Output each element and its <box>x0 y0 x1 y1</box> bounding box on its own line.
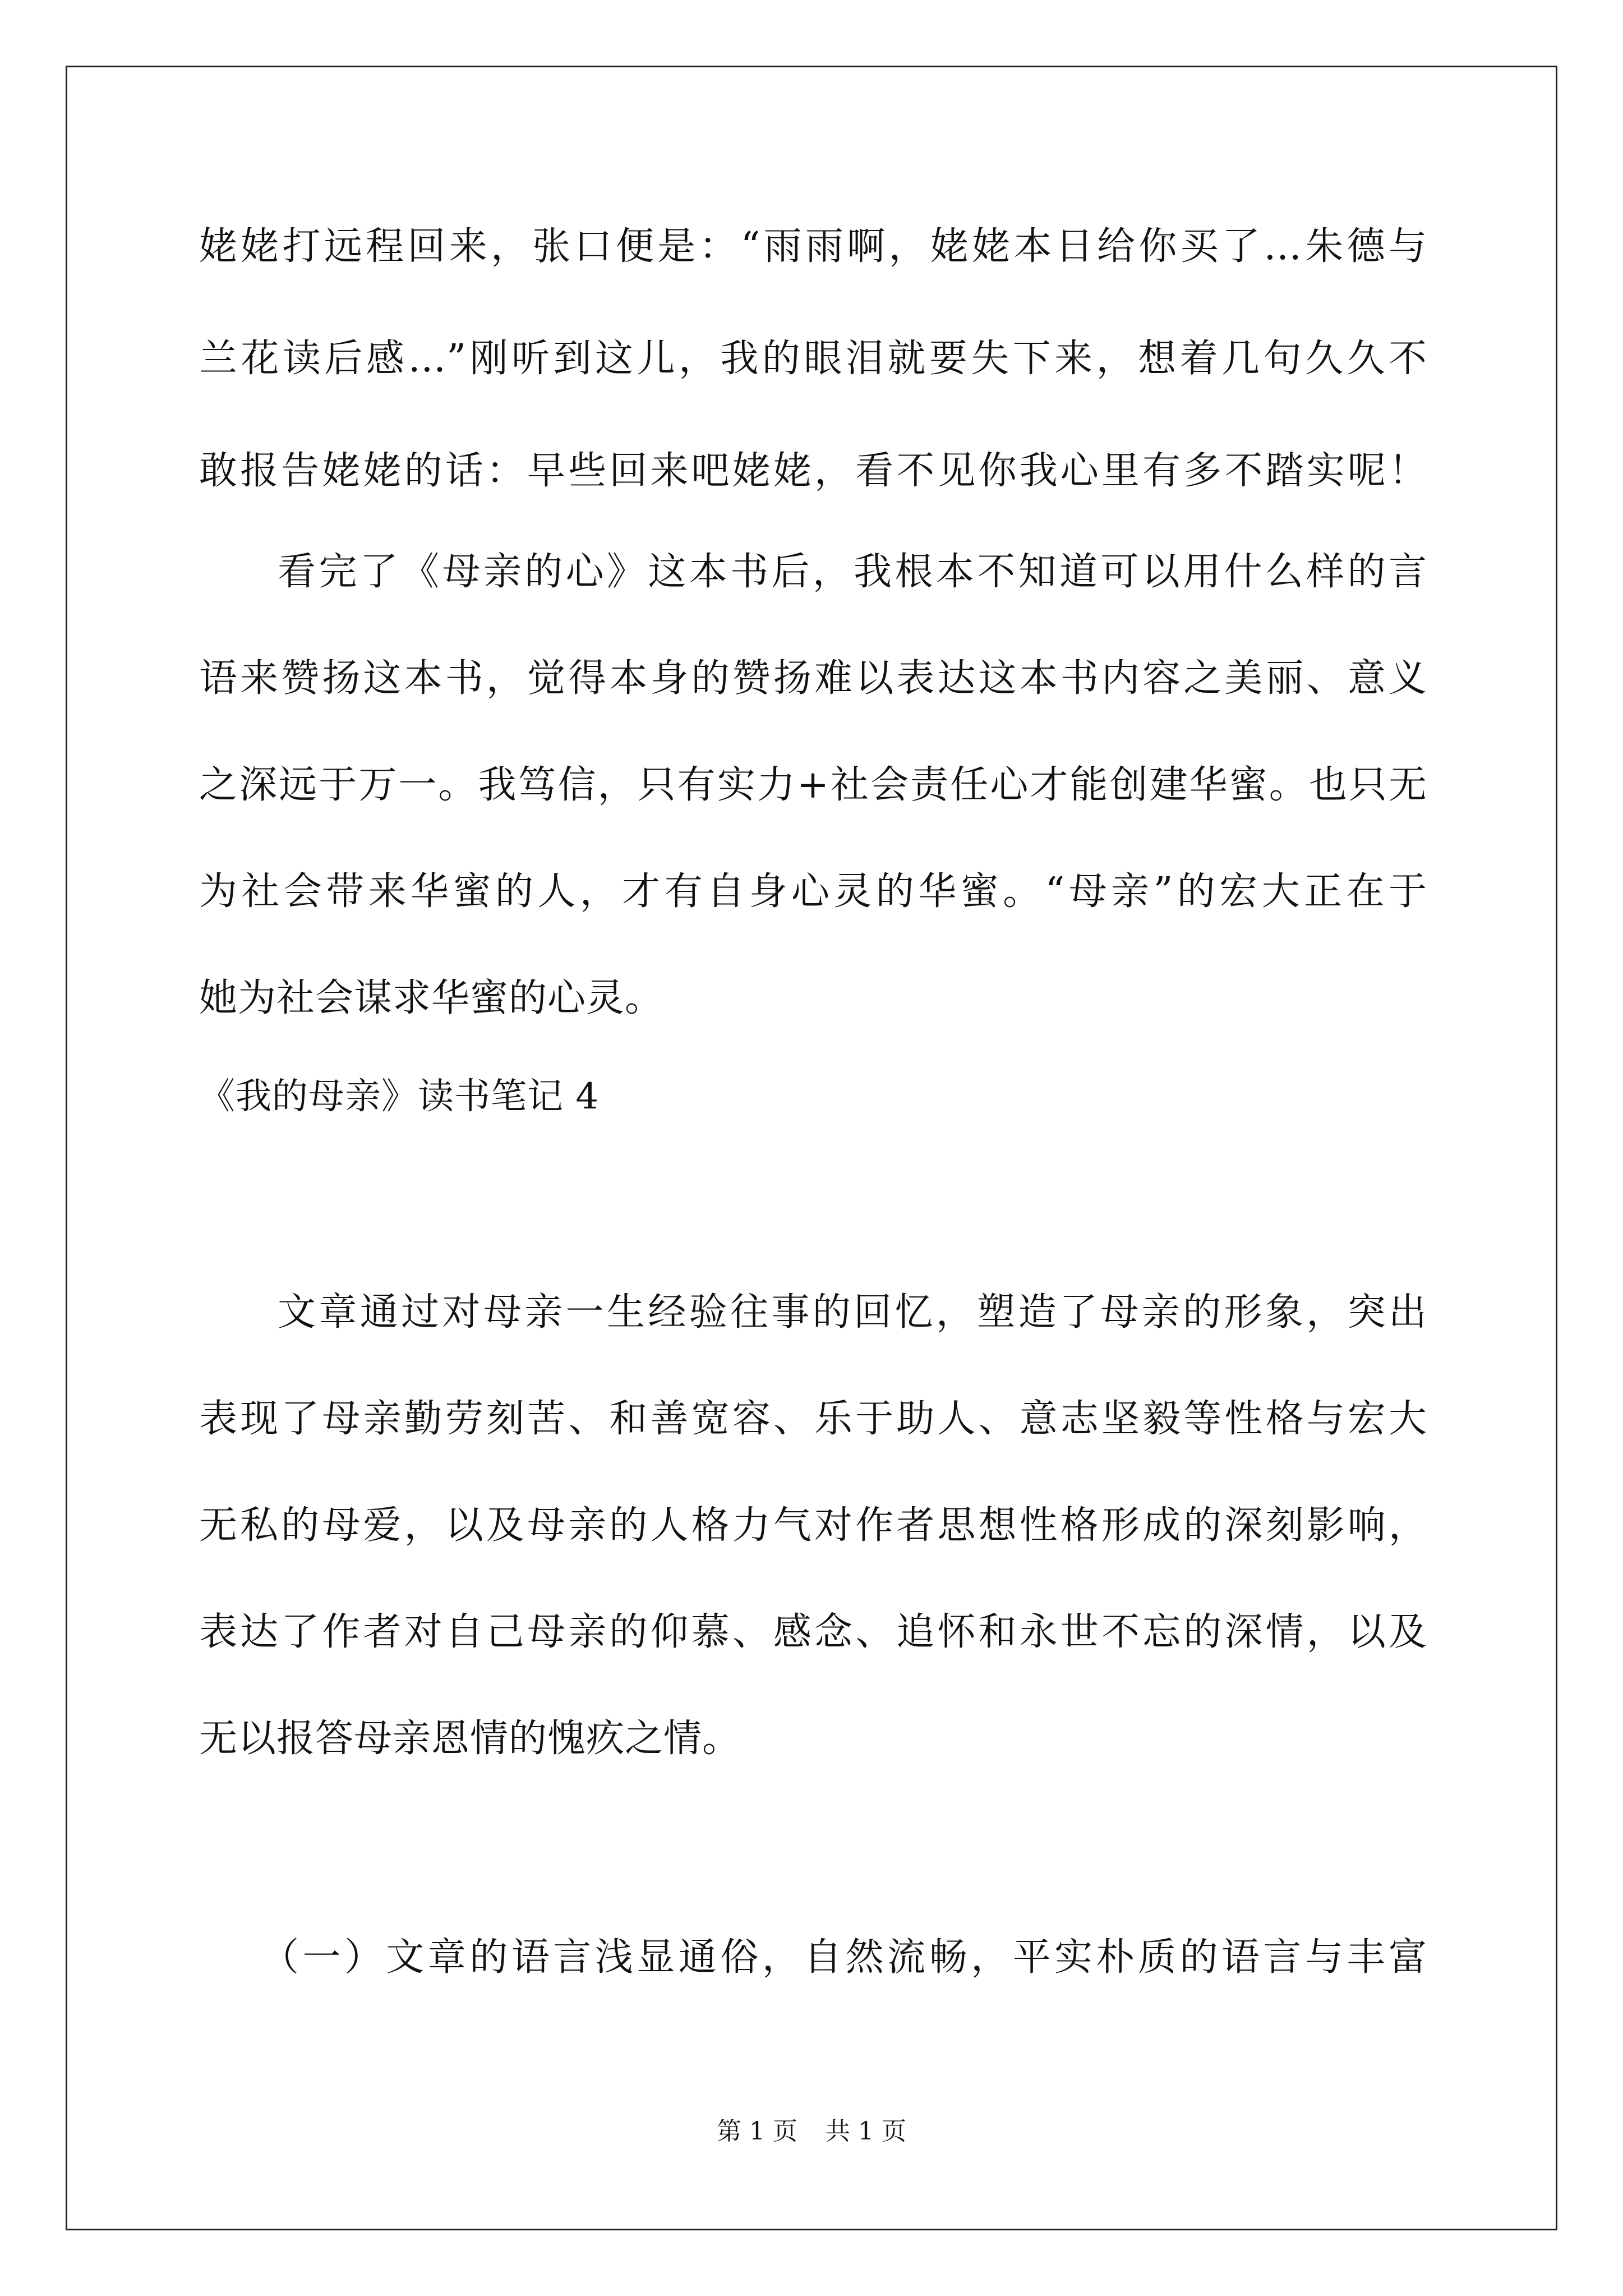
paragraph-line: 敢报告姥姥的话：早些回来吧姥姥，看不见你我心里有多不踏实呢！ <box>199 449 1427 493</box>
paragraph-line: 姥姥打远程回来，张口便是：“雨雨啊，姥姥本日给你买了…朱德与 <box>199 224 1427 269</box>
paragraph-line: 无以报答母亲恩情的愧疚之情。 <box>199 1717 741 1761</box>
paragraph-line: 她为社会谋求华蜜的心灵。 <box>199 976 664 1020</box>
paragraph-line: 无私的母爱，以及母亲的人格力气对作者思想性格形成的深刻影响， <box>199 1503 1427 1548</box>
page-footer <box>0 2115 1623 2148</box>
paragraph-line: 兰花读后感…”刚听到这儿，我的眼泪就要失下来，想着几句久久不 <box>199 337 1427 381</box>
paragraph-line: 表现了母亲勤劳刻苦、和善宽容、乐于助人、意志坚毅等性格与宏大 <box>199 1397 1427 1441</box>
paragraph-line: （一）文章的语言浅显通俗，自然流畅，平实朴质的语言与丰富 <box>261 1935 1427 1980</box>
paragraph-line: 之深远于万一。我笃信，只有实力+社会责任心才能创建华蜜。也只无 <box>199 763 1427 807</box>
paragraph-line: 为社会带来华蜜的人，才有自身心灵的华蜜。“母亲”的宏大正在于 <box>199 869 1427 914</box>
section-heading: 《我的母亲》读书笔记 4 <box>199 1076 600 1117</box>
paragraph-line: 语来赞扬这本书，觉得本身的赞扬难以表达这本书内容之美丽、意义 <box>199 656 1427 701</box>
paragraph-line: 表达了作者对自己母亲的仰慕、感念、追怀和永世不忘的深情，以及 <box>199 1610 1427 1654</box>
page-border <box>66 66 1557 2230</box>
page-number: 第 1 页 <box>717 2117 797 2146</box>
paragraph-line: 文章通过对母亲一生经验往事的回忆，塑造了母亲的形象，突出 <box>278 1290 1427 1335</box>
page-total: 共 1 页 <box>826 2117 906 2146</box>
paragraph-line: 看完了《母亲的心》这本书后，我根本不知道可以用什么样的言 <box>278 550 1427 594</box>
